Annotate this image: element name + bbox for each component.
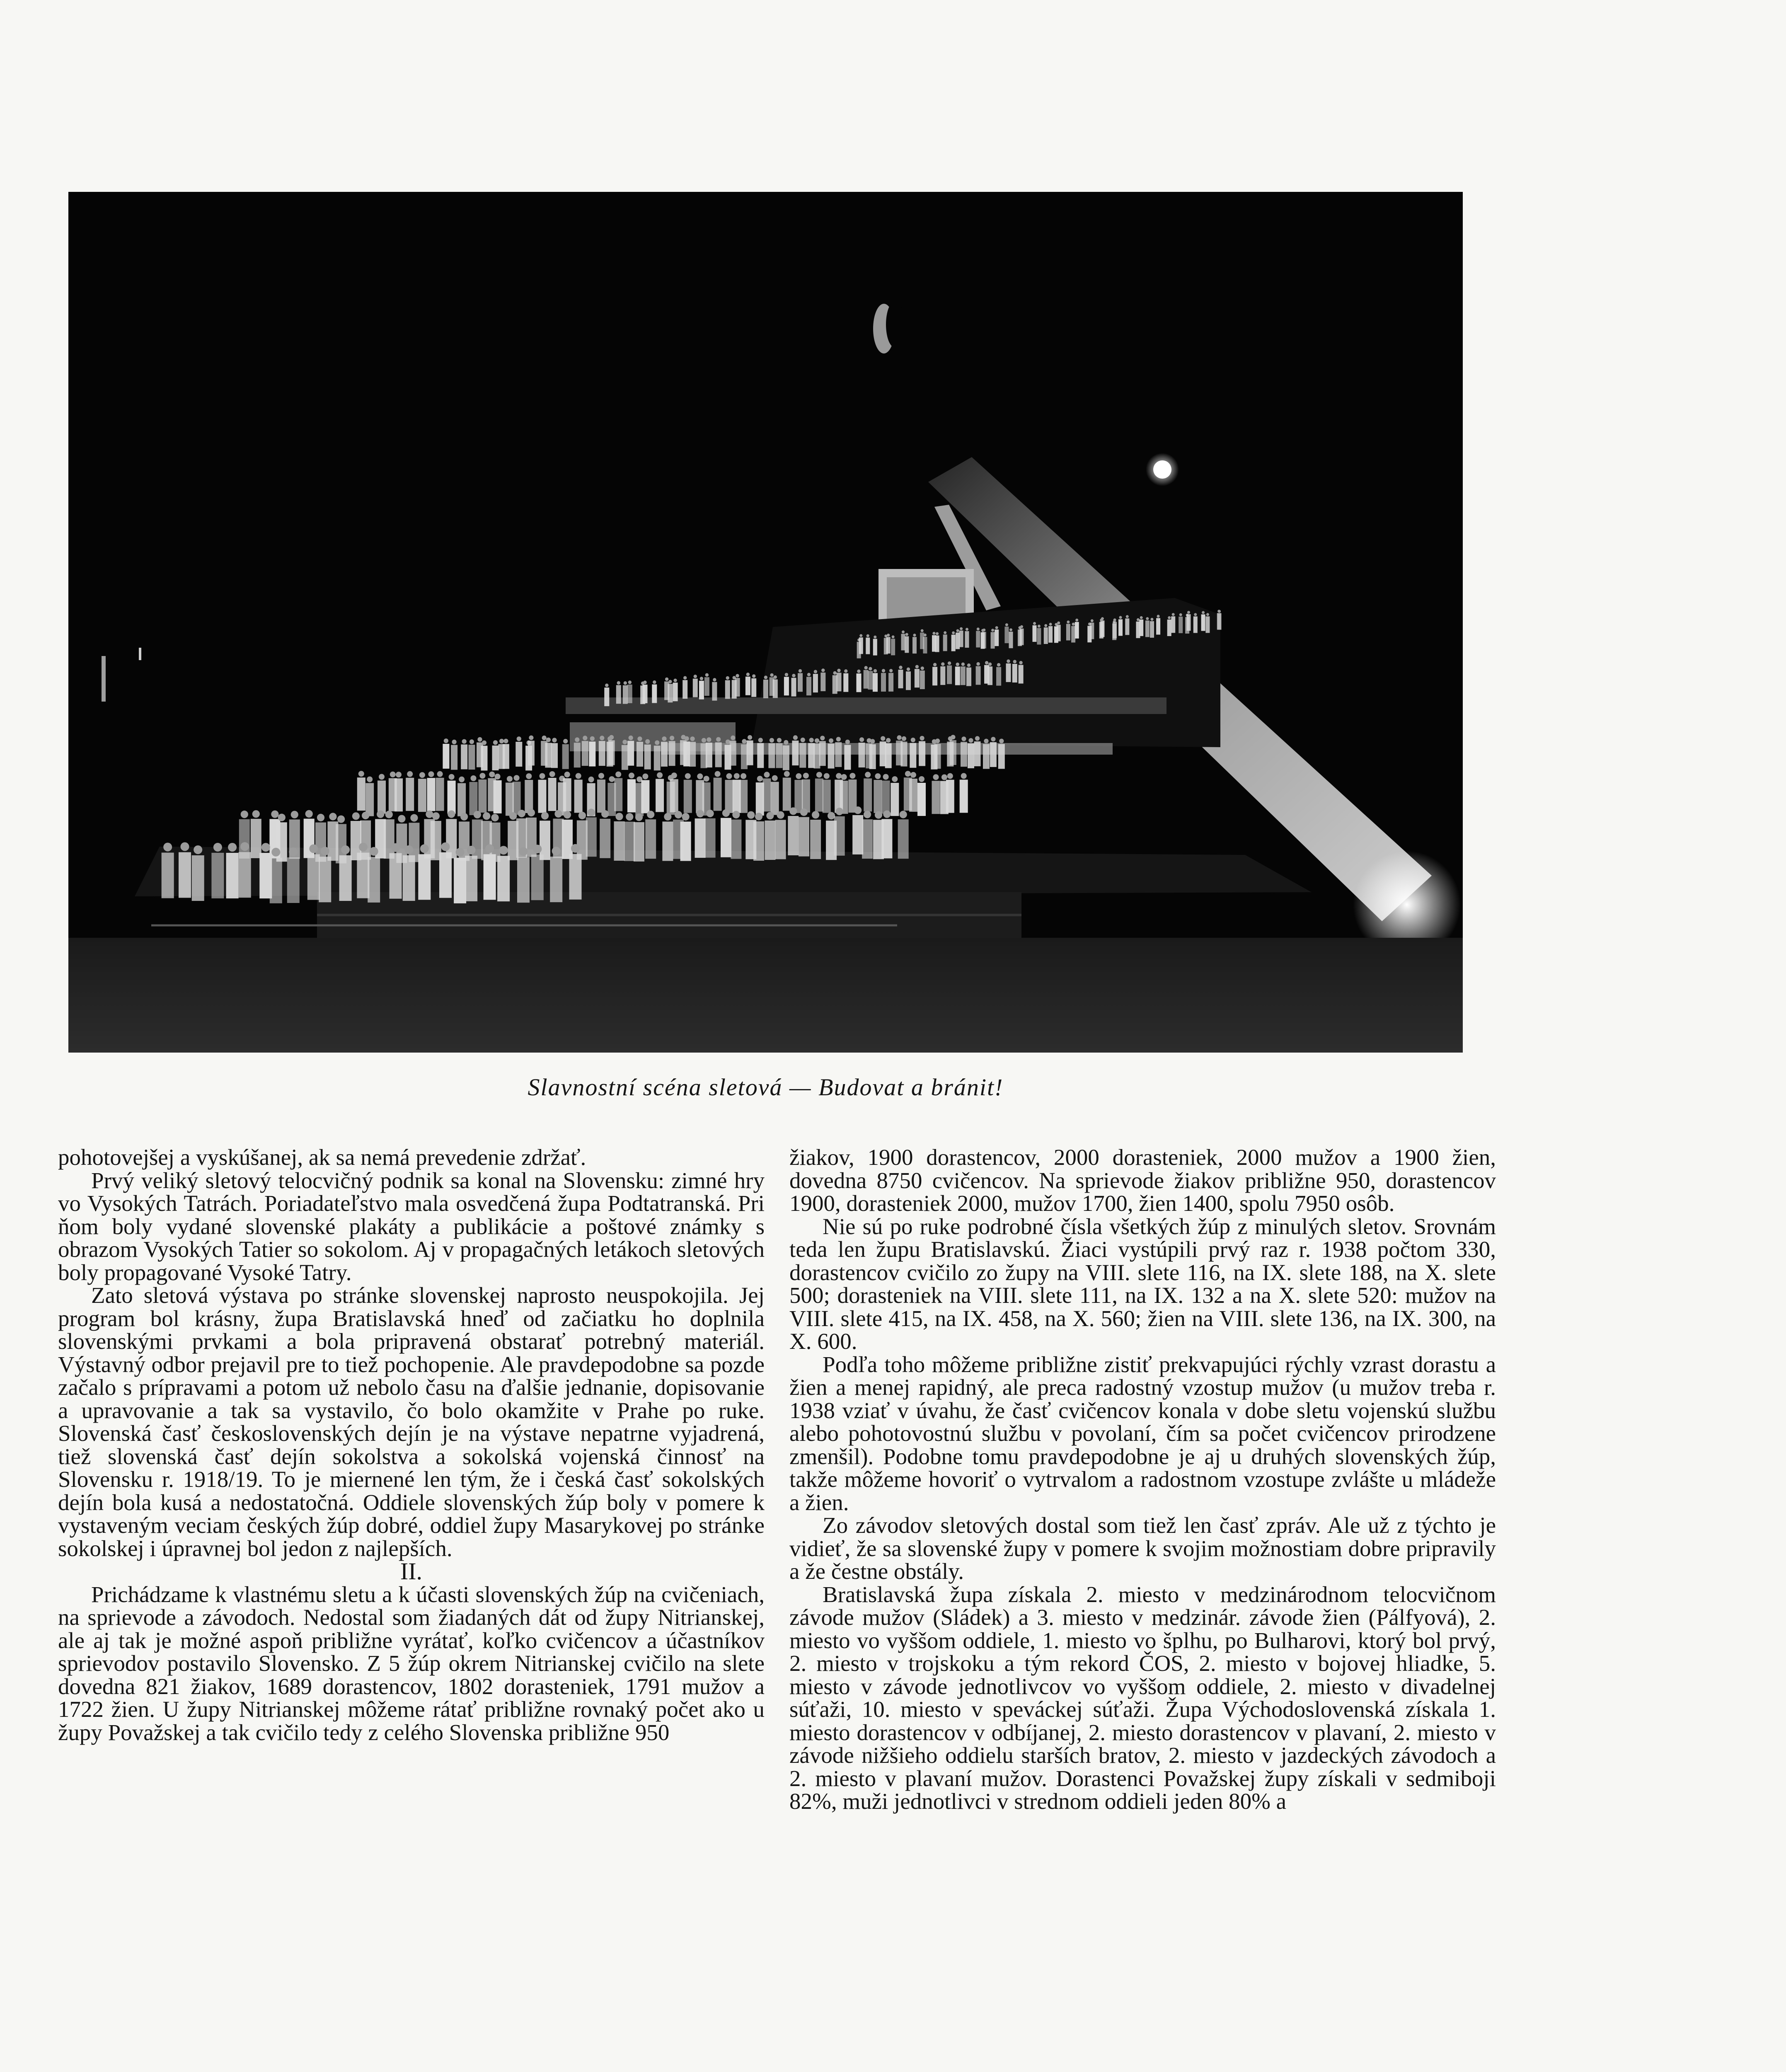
paragraph: Nie sú po ruke podrobné čísla všetkých žúp z minulých sletov. Srovnám teda len župu Bratislavskú. Žiaci vystúpili prvý raz r. 1938 počtom 330, dorastencov cvičilo zo župy na VIII. slete 116, na IX. slete 188, na X. slete 500; dorasteniek na VIII. slete 111, na IX. 132 a na X. slete 520: mužov na VIII. slete 415, na IX. 458, na X. 560; žien na VIII. slete 136, na IX. 300, na X. 600. [789,1213,1496,1354]
paragraph: Zato sletová výstava po stránke slovenskej naprosto neuspokojila. Jej program bol krásny, župa Bratislavská hneď od začiatku ho doplnila slovenskými prvkami a bola pripravená obstarať potrebný materiál. Výstavný odbor prejavil pre to tiež pochopenie. Ale pravdepodobne sa pozde začalo s prípravami a potom už nebolo času na ďalšie jednanie, dopisovanie a upravovanie a tak sa vystavilo, čo bolo okamžite v Prahe po ruke. Slovenská časť československých dejín je na výstave nepatrne vyjadrená, tiež slovenská časť dejín sokolstva a sokolská vojenská činnosť na Slovensku r. 1918/19. To je miernené len tým, že i česká časť sokolských dejín bola kusá a nedostatočná. Oddiele slovenských žúp boly v pomere k vystaveným veciam českých žúp dobré, oddiel župy Masarykovej po stránke sokolskej i úpravnej bol jedon z najlepších. [58,1283,765,1561]
festival-photo [68,192,1463,1053]
left-column [58,1146,765,1744]
section-heading: II. [400,1558,423,1585]
night-festival-scene-photo [68,192,1463,1053]
paragraph: pohotovejšej a vyskúšanej, ak sa nemá prevedenie zdržať. [58,1145,586,1170]
paragraph: Bratislavská župa získala 2. miesto v medzinárodnom telocvičnom závode mužov (Sládek) a 3. miesto v medzinár. závode žien (Pálfyová), 2. miesto vo vyššom oddiele, 1. miesto vo šplhu, po Bulharovi, ktorý bol prvý, 2. miesto v trojskoku a tým rekord ČOS, 2. miesto v bojovej hliadke, 5. miesto v závode jednotlivcov vo vyššom oddiele, 2. miesto v divadelnej súťaži, 10. miesto v speváckej súťaži. Župa Východoslovenská získala 1. miesto dorastencov v odbíjanej, 2. miesto dorastencov v plavaní, 2. miesto v závode nižšieho oddielu starších bratov, 2. miesto v jazdeckých závodoch a 2. miesto v plavaní mužov. Dorastenci Považskej župy získali v sedmiboji 82%, muži jednotlivci v strednom oddieli jeden 80% a [789,1581,1496,1814]
photo-caption: Slavnostní scéna sletová — Budovat a bránit! [528,1074,1004,1101]
paragraph: Zo závodov sletových dostal som tiež len časť zpráv. Ale už z týchto je vidieť, že sa slovenské župy v pomere k svojim možnostiam dobre pripravily a že čestne obstály. [789,1513,1496,1584]
right-column [789,1146,1496,1813]
paragraph: žiakov, 1900 dorastencov, 2000 dorasteniek, 2000 mužov a 1900 žien, dovedna 8750 cvičencov. Na sprievode žiakov približne 950, dorastencov 1900, dorasteniek 2000, mužov 1700, žien 1400, spolu 7950 osôb. [789,1145,1496,1216]
paragraph: Podľa toho môžeme približne zistiť prekvapujúci rýchly vzrast dorastu a žien a menej rapidný, ale preca radostný vzostup mužov (u mužov treba r. 1938 vziať v úvahu, že časť cvičencov konala v dobe sletu vojenskú službu alebo pohotovostnú službu v povolaní, čím sa počet cvičencov prirodzene zmenšil). Podobne tomu pravdepodobne je aj u druhých slovenských žúp, takže môžeme hovoriť o vytrvalom a radostnom vzostupe zvlášte u mládeže a žien. [789,1351,1496,1515]
paragraph: Prvý veliký sletový telocvičný podnik sa konal na Slovensku: zimné hry vo Vysokých Tatrách. Poriadateľstvo mala osvedčená župa Podtatranská. Pri ňom boly vydané slovenské plakáty a publikácie a poštové známky s obrazom Vysokých Tatier so sokolom. Aj v propagačných letákoch sletových boly propagované Vysoké Tatry. [58,1167,765,1285]
paragraph: Prichádzame k vlastnému sletu a k účasti slovenských žúp na cvičeniach, na sprievode a závodoch. Nedostal som žiadaných dát od župy Nitrianskej, ale aj tak je možné aspoň približne vyrátať, koľko cvičencov a účastníkov sprievodov postavilo Slovensko. Z 5 žúp okrem Nitrianskej cvičilo na slete dovedna 821 žiakov, 1689 dorastencov, 1802 dorasteniek, 1791 mužov a 1722 žien. U župy Nitrianskej môžeme rátať približne rovnaký počet ako u župy Považskej a tak cvičilo tedy z celého Slovenska približne 950 [58,1581,765,1745]
